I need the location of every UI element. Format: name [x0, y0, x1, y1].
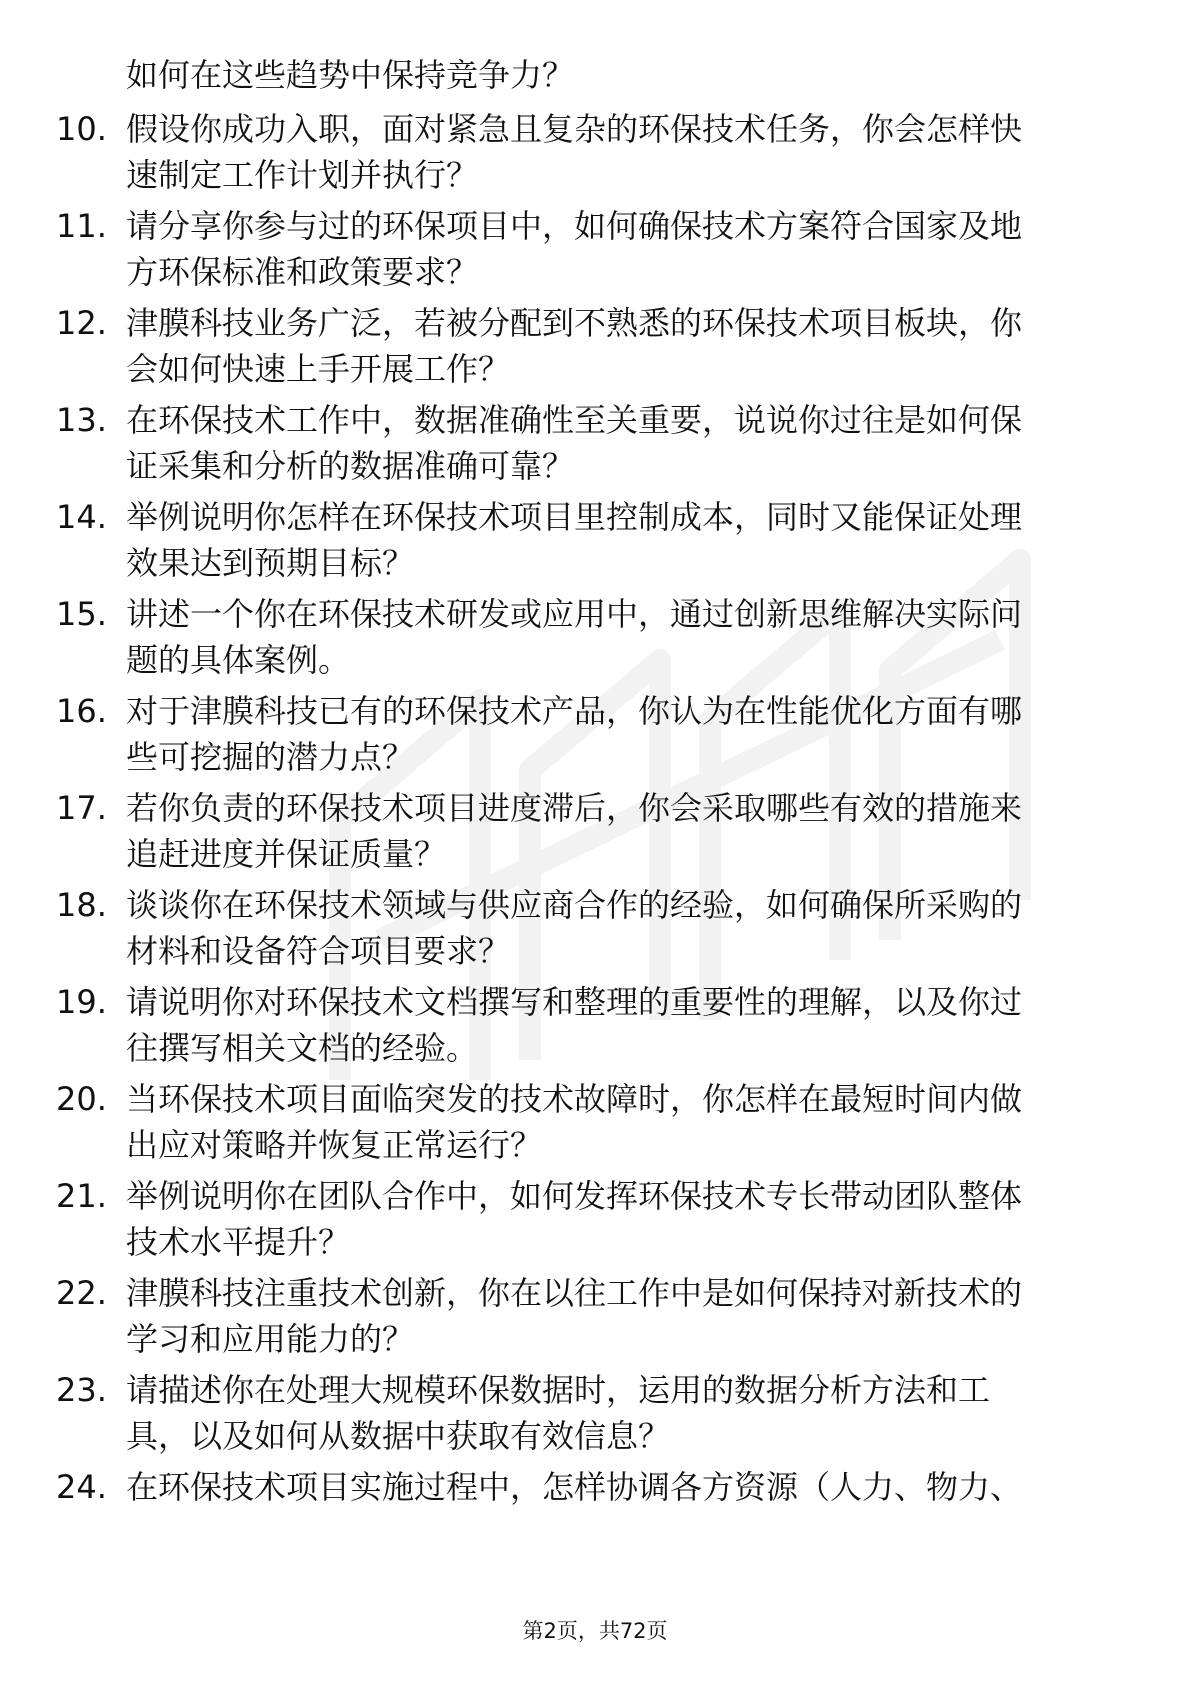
- text-line: 追赶进度并保证质量？: [126, 835, 447, 873]
- item-number: 11.: [56, 207, 107, 245]
- item-number: 15.: [56, 595, 107, 633]
- text-line: 津膜科技注重技术创新，你在以往工作中是如何保持对新技术的: [126, 1274, 1023, 1312]
- text-line: 假设你成功入职，面对紧急且复杂的环保技术任务，你会怎样快: [126, 110, 1023, 148]
- text-line: 举例说明你怎样在环保技术项目里控制成本，同时又能保证处理: [126, 498, 1023, 536]
- item-text: [126, 106, 1111, 198]
- text-line: 技术水平提升？: [126, 1223, 351, 1261]
- item-text: [126, 688, 1111, 780]
- item-text: [126, 1270, 1111, 1362]
- page-footer: 第2页，共72页: [522, 1619, 668, 1643]
- item-text: [126, 397, 1111, 489]
- text-line: 在环保技术项目实施过程中，怎样协调各方资源（人力、物力、: [126, 1468, 1023, 1506]
- text-line: 往撰写相关文档的经验。: [126, 1029, 479, 1067]
- item-number: 10.: [56, 110, 107, 148]
- item-text: [126, 591, 1111, 683]
- item-text: [126, 979, 1111, 1071]
- text-line: 在环保技术工作中，数据准确性至关重要，说说你过往是如何保: [126, 401, 1023, 439]
- text-line: 谈谈你在环保技术领域与供应商合作的经验，如何确保所采购的: [126, 886, 1023, 924]
- item-text: [126, 1173, 1111, 1265]
- item-number: 19.: [56, 983, 107, 1021]
- item-number: 22.: [56, 1274, 107, 1312]
- text-line: 若你负责的环保技术项目进度滞后，你会采取哪些有效的措施来: [126, 789, 1023, 827]
- text-line: 会如何快速上手开展工作？: [126, 350, 511, 388]
- item-text: [126, 494, 1111, 586]
- item-number: 20.: [56, 1080, 107, 1118]
- item-number: 14.: [56, 498, 107, 536]
- continuation-text: 如何在这些趋势中保持竞争力？: [126, 56, 575, 94]
- text-line: 学习和应用能力的？: [126, 1320, 415, 1358]
- text-line: 对于津膜科技已有的环保技术产品，你认为在性能优化方面有哪: [126, 692, 1023, 730]
- text-line: 方环保标准和政策要求？: [126, 253, 479, 291]
- item-text: [126, 882, 1111, 974]
- item-number: 18.: [56, 886, 107, 924]
- text-line: 材料和设备符合项目要求？: [126, 932, 511, 970]
- text-line: 出应对策略并恢复正常运行？: [126, 1126, 543, 1164]
- text-line: 请说明你对环保技术文档撰写和整理的重要性的理解，以及你过: [126, 983, 1023, 1021]
- text-line: 当环保技术项目面临突发的技术故障时，你怎样在最短时间内做: [126, 1080, 1023, 1118]
- text-line: 证采集和分析的数据准确可靠？: [126, 447, 575, 485]
- text-line: 效果达到预期目标？: [126, 544, 415, 582]
- item-text: [126, 1367, 1111, 1459]
- item-number: 17.: [56, 789, 107, 827]
- text-line: 请描述你在处理大规模环保数据时，运用的数据分析方法和工: [126, 1371, 991, 1409]
- item-text: [126, 1464, 1111, 1510]
- item-number: 24.: [56, 1468, 107, 1506]
- item-text: [126, 785, 1111, 877]
- text-line: 具，以及如何从数据中获取有效信息？: [126, 1417, 671, 1455]
- text-line: 速制定工作计划并执行？: [126, 156, 479, 194]
- item-text: [126, 1076, 1111, 1168]
- item-number: 12.: [56, 304, 107, 342]
- text-line: 讲述一个你在环保技术研发或应用中，通过创新思维解决实际问: [126, 595, 1023, 633]
- text-line: 题的具体案例。: [126, 641, 351, 679]
- item-number: 16.: [56, 692, 107, 730]
- text-line: 举例说明你在团队合作中，如何发挥环保技术专长带动团队整体: [126, 1177, 1023, 1215]
- item-text: [126, 203, 1111, 295]
- text-line: 些可挖掘的潜力点？: [126, 738, 415, 776]
- item-number: 13.: [56, 401, 107, 439]
- item-number: 23.: [56, 1371, 107, 1409]
- item-text: [126, 300, 1111, 392]
- item-number: 21.: [56, 1177, 107, 1215]
- text-line: 津膜科技业务广泛，若被分配到不熟悉的环保技术项目板块，你: [126, 304, 1023, 342]
- text-line: 请分享你参与过的环保项目中，如何确保技术方案符合国家及地: [126, 207, 1023, 245]
